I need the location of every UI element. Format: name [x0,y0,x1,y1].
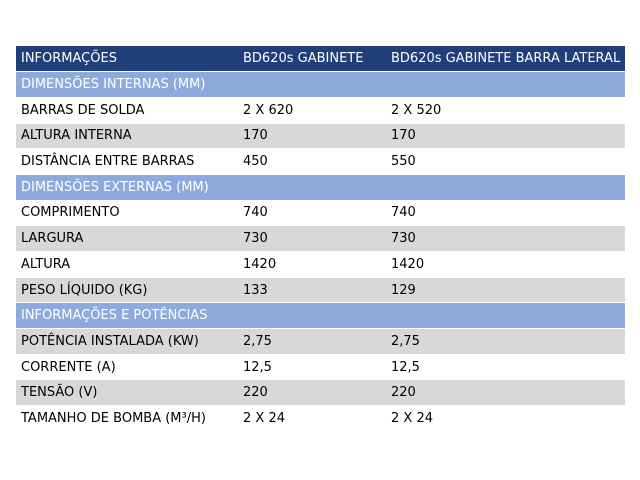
spec-table [16,46,625,432]
row-value-model-2: 220 [386,380,625,406]
row-label: ALTURA [16,252,238,278]
table-row [16,200,625,226]
section-title: DIMENSÕES INTERNAS (MM) [16,72,625,98]
row-label: POTÊNCIA INSTALADA (KW) [16,329,238,355]
row-value-model-2: 12,5 [386,354,625,380]
table-row [16,149,625,175]
table-row [16,123,625,149]
row-label: ALTURA INTERNA [16,123,238,149]
section-row [16,303,625,329]
table-row [16,97,625,123]
row-value-model-2: 730 [386,226,625,252]
row-value-model-1: 450 [238,149,386,175]
header-model-1: BD620s GABINETE [238,46,386,72]
table-row [16,406,625,432]
row-label: DISTÂNCIA ENTRE BARRAS [16,149,238,175]
table-row [16,277,625,303]
row-label: BARRAS DE SOLDA [16,97,238,123]
section-title: DIMENSÕES EXTERNAS (MM) [16,174,625,200]
table-row [16,354,625,380]
row-value-model-2: 740 [386,200,625,226]
row-value-model-2: 1420 [386,252,625,278]
section-info-power [16,303,625,431]
row-label: COMPRIMENTO [16,200,238,226]
table-row [16,329,625,355]
row-value-model-1: 170 [238,123,386,149]
row-value-model-2: 550 [386,149,625,175]
row-label: TENSÃO (V) [16,380,238,406]
table-row [16,226,625,252]
row-value-model-1: 2 X 620 [238,97,386,123]
header-label: INFORMAÇÕES [16,46,238,72]
row-value-model-1: 2 X 24 [238,406,386,432]
row-value-model-1: 220 [238,380,386,406]
row-value-model-1: 12,5 [238,354,386,380]
table-row [16,252,625,278]
row-value-model-2: 170 [386,123,625,149]
row-value-model-1: 1420 [238,252,386,278]
row-value-model-2: 129 [386,277,625,303]
header-model-2: BD620s GABINETE BARRA LATERAL [386,46,625,72]
section-row [16,72,625,98]
row-value-model-1: 2,75 [238,329,386,355]
row-value-model-1: 133 [238,277,386,303]
row-value-model-2: 2 X 520 [386,97,625,123]
row-label: TAMANHO DE BOMBA (M³/H) [16,406,238,432]
row-label: CORRENTE (A) [16,354,238,380]
section-title: INFORMAÇÕES E POTÊNCIAS [16,303,625,329]
section-internal-dimensions [16,72,625,175]
section-row [16,174,625,200]
row-label: PESO LÍQUIDO (KG) [16,277,238,303]
row-value-model-1: 740 [238,200,386,226]
row-value-model-2: 2,75 [386,329,625,355]
table-row [16,380,625,406]
row-value-model-1: 730 [238,226,386,252]
table-header-row [16,46,625,72]
row-label: LARGURA [16,226,238,252]
section-external-dimensions [16,174,625,302]
row-value-model-2: 2 X 24 [386,406,625,432]
